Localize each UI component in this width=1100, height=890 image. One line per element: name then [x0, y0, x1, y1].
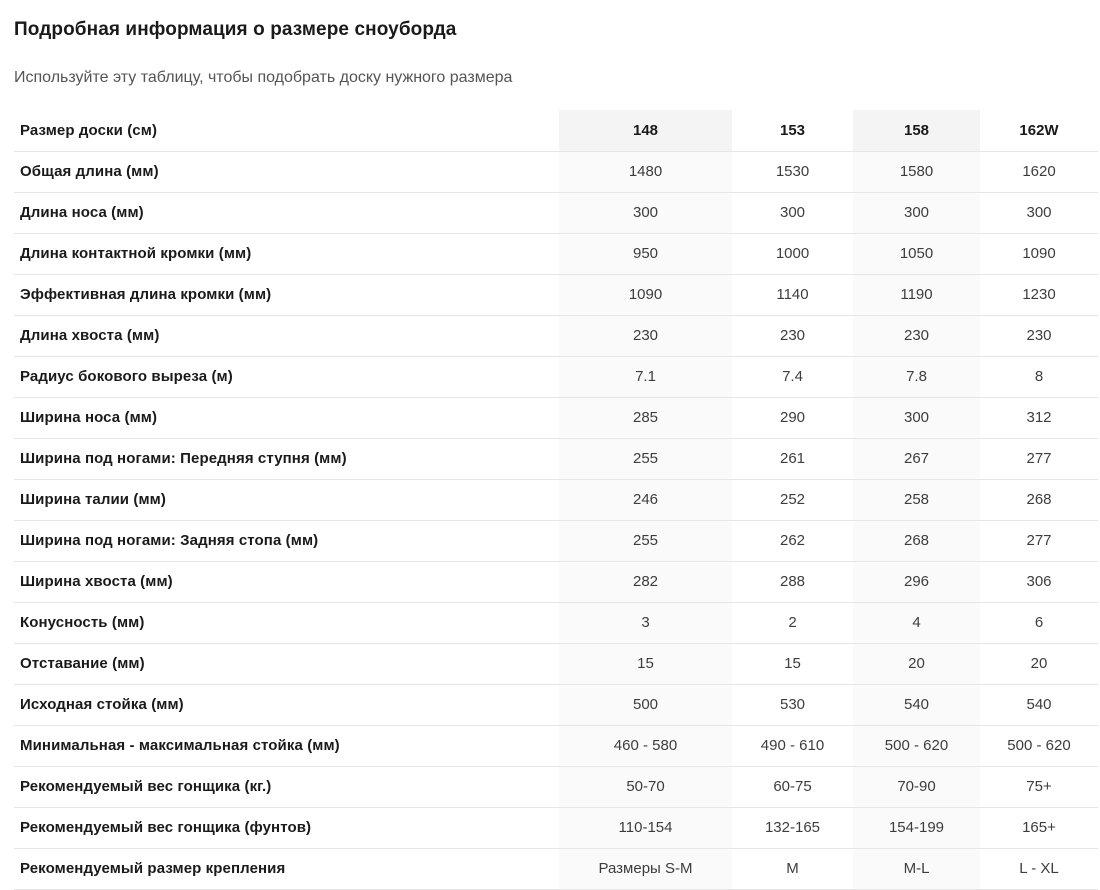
- cell-value: 230: [559, 315, 732, 356]
- row-label: Исходная стойка (мм): [14, 684, 559, 725]
- cell-value: 288: [732, 561, 853, 602]
- cell-value: 6: [980, 602, 1098, 643]
- row-label: Эффективная длина кромки (мм): [14, 274, 559, 315]
- cell-value: 3: [559, 602, 732, 643]
- cell-value: 460 - 580: [559, 725, 732, 766]
- cell-value: 246: [559, 479, 732, 520]
- cell-value: 285: [559, 397, 732, 438]
- table-row: [14, 807, 1098, 848]
- cell-value: 230: [980, 315, 1098, 356]
- cell-value: 1480: [559, 151, 732, 192]
- size-table-header-row: [14, 110, 1098, 151]
- table-row: [14, 274, 1098, 315]
- row-label: Ширина под ногами: Передняя ступня (мм): [14, 438, 559, 479]
- cell-value: 1190: [853, 274, 980, 315]
- cell-value: 262: [732, 520, 853, 561]
- row-label: Рекомендуемый размер крепления: [14, 848, 559, 889]
- cell-value: 500 - 620: [853, 725, 980, 766]
- cell-value: 282: [559, 561, 732, 602]
- cell-value: 500 - 620: [980, 725, 1098, 766]
- row-label: Ширина носа (мм): [14, 397, 559, 438]
- cell-value: 540: [980, 684, 1098, 725]
- table-row: [14, 479, 1098, 520]
- table-row: [14, 561, 1098, 602]
- cell-value: 300: [980, 192, 1098, 233]
- cell-value: 20: [980, 643, 1098, 684]
- table-row: [14, 643, 1098, 684]
- row-label: Длина контактной кромки (мм): [14, 233, 559, 274]
- cell-value: 306: [980, 561, 1098, 602]
- size-table: [14, 110, 1098, 890]
- cell-value: 1090: [980, 233, 1098, 274]
- cell-value: 110-154: [559, 807, 732, 848]
- cell-value: 290: [732, 397, 853, 438]
- table-row: [14, 520, 1098, 561]
- row-label: Длина носа (мм): [14, 192, 559, 233]
- cell-value: 230: [732, 315, 853, 356]
- row-label: Ширина хвоста (мм): [14, 561, 559, 602]
- cell-value: 1530: [732, 151, 853, 192]
- cell-value: 15: [732, 643, 853, 684]
- cell-value: 277: [980, 520, 1098, 561]
- cell-value: 300: [853, 397, 980, 438]
- row-label: Отставание (мм): [14, 643, 559, 684]
- table-row: [14, 602, 1098, 643]
- cell-value: 75+: [980, 766, 1098, 807]
- cell-value: 132-165: [732, 807, 853, 848]
- row-label: Радиус бокового выреза (м): [14, 356, 559, 397]
- column-header-148: 148: [559, 110, 732, 151]
- cell-value: 7.1: [559, 356, 732, 397]
- table-row: [14, 438, 1098, 479]
- cell-value: 7.4: [732, 356, 853, 397]
- cell-value: 255: [559, 520, 732, 561]
- size-table-body: [14, 151, 1098, 889]
- cell-value: 268: [853, 520, 980, 561]
- table-row: [14, 725, 1098, 766]
- row-label: Минимальная - максимальная стойка (мм): [14, 725, 559, 766]
- table-row: [14, 766, 1098, 807]
- table-row: [14, 397, 1098, 438]
- column-header-158: 158: [853, 110, 980, 151]
- cell-value: M: [732, 848, 853, 889]
- row-label: Длина хвоста (мм): [14, 315, 559, 356]
- table-row: [14, 848, 1098, 889]
- table-row: [14, 233, 1098, 274]
- cell-value: 20: [853, 643, 980, 684]
- cell-value: 15: [559, 643, 732, 684]
- cell-value: 1580: [853, 151, 980, 192]
- table-row: [14, 684, 1098, 725]
- cell-value: 261: [732, 438, 853, 479]
- cell-value: 230: [853, 315, 980, 356]
- cell-value: 255: [559, 438, 732, 479]
- cell-value: M-L: [853, 848, 980, 889]
- cell-value: L - XL: [980, 848, 1098, 889]
- cell-value: 950: [559, 233, 732, 274]
- column-header-162w: 162W: [980, 110, 1098, 151]
- cell-value: 300: [853, 192, 980, 233]
- cell-value: 165+: [980, 807, 1098, 848]
- cell-value: 60-75: [732, 766, 853, 807]
- column-header-153: 153: [732, 110, 853, 151]
- table-row: [14, 356, 1098, 397]
- size-row-header-label: Размер доски (см): [14, 110, 559, 151]
- cell-value: 540: [853, 684, 980, 725]
- cell-value: 300: [559, 192, 732, 233]
- cell-value: Размеры S-M: [559, 848, 732, 889]
- cell-value: 8: [980, 356, 1098, 397]
- cell-value: 300: [732, 192, 853, 233]
- row-label: Ширина под ногами: Задняя стопа (мм): [14, 520, 559, 561]
- table-row: [14, 315, 1098, 356]
- cell-value: 252: [732, 479, 853, 520]
- cell-value: 50-70: [559, 766, 732, 807]
- cell-value: 296: [853, 561, 980, 602]
- row-label: Ширина талии (мм): [14, 479, 559, 520]
- cell-value: 258: [853, 479, 980, 520]
- cell-value: 154-199: [853, 807, 980, 848]
- cell-value: 268: [980, 479, 1098, 520]
- page-title: Подробная информация о размере сноуборда: [14, 19, 457, 40]
- cell-value: 500: [559, 684, 732, 725]
- table-row: [14, 192, 1098, 233]
- row-label: Рекомендуемый вес гонщика (кг.): [14, 766, 559, 807]
- cell-value: 277: [980, 438, 1098, 479]
- cell-value: 490 - 610: [732, 725, 853, 766]
- row-label: Рекомендуемый вес гонщика (фунтов): [14, 807, 559, 848]
- cell-value: 1090: [559, 274, 732, 315]
- cell-value: 1050: [853, 233, 980, 274]
- row-label: Конусность (мм): [14, 602, 559, 643]
- table-row: [14, 151, 1098, 192]
- cell-value: 312: [980, 397, 1098, 438]
- cell-value: 1230: [980, 274, 1098, 315]
- page-subtitle: Используйте эту таблицу, чтобы подобрать доску нужного размера: [14, 69, 513, 86]
- cell-value: 2: [732, 602, 853, 643]
- row-label: Общая длина (мм): [14, 151, 559, 192]
- cell-value: 267: [853, 438, 980, 479]
- cell-value: 1620: [980, 151, 1098, 192]
- cell-value: 530: [732, 684, 853, 725]
- cell-value: 1000: [732, 233, 853, 274]
- cell-value: 4: [853, 602, 980, 643]
- cell-value: 1140: [732, 274, 853, 315]
- cell-value: 7.8: [853, 356, 980, 397]
- cell-value: 70-90: [853, 766, 980, 807]
